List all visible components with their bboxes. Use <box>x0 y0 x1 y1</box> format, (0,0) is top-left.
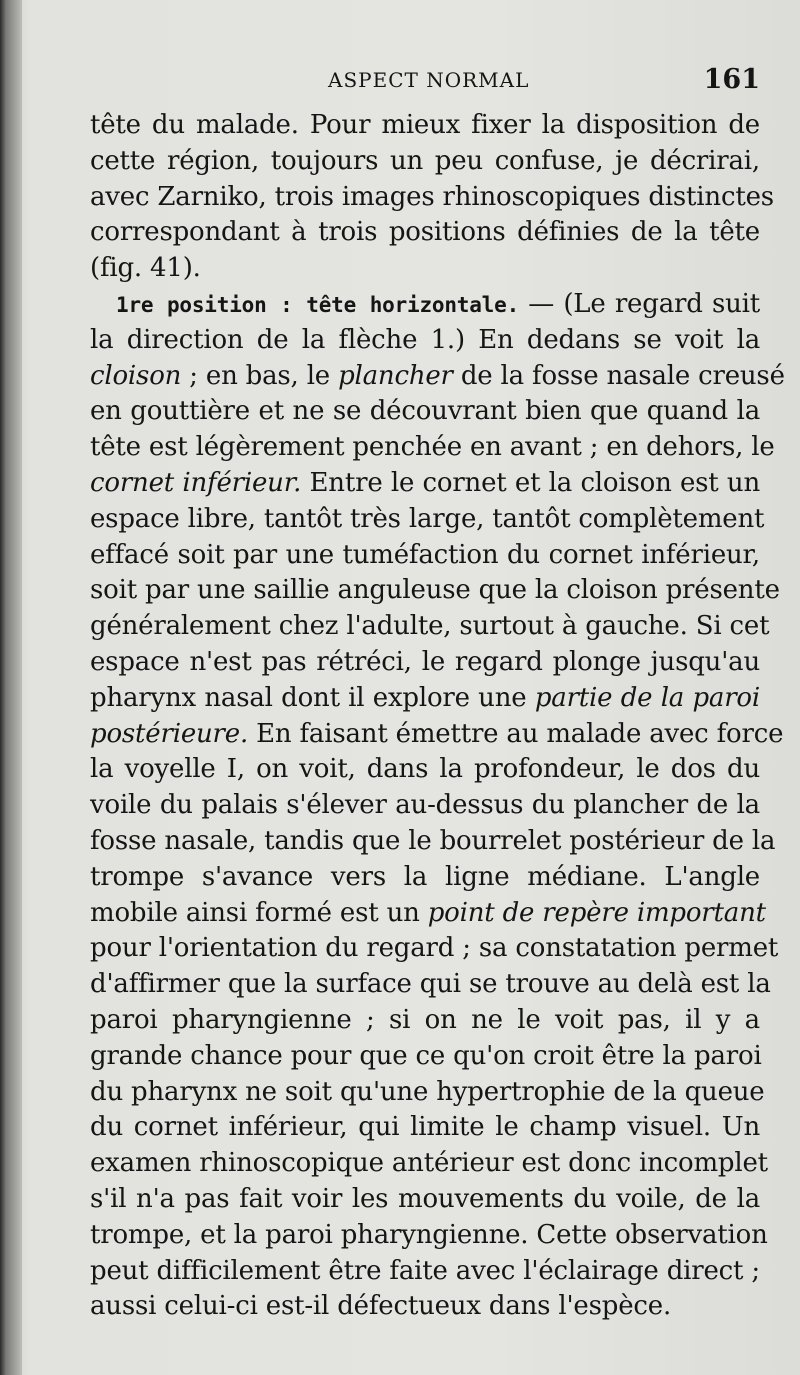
text-line <box>90 645 760 681</box>
text-run: — (Le regard suit <box>519 288 760 319</box>
text-line <box>90 931 779 967</box>
text-run: du pharynx ne soit qu'une hypertrophie de la queue <box>90 1076 765 1107</box>
text-run: ; en bas, le <box>181 360 339 391</box>
page-gutter-shadow <box>0 0 22 1375</box>
text-line <box>90 430 775 466</box>
text-line <box>90 896 766 932</box>
text-run: correspondant à trois positions définies de la tête <box>90 217 760 248</box>
text-line <box>90 1110 760 1146</box>
text-run: s'il n'a pas fait voir les mouvements du voile, de la <box>90 1183 760 1214</box>
text-run: peut difficilement être faite avec l'éclairage direct ; <box>90 1255 760 1286</box>
italic-term: cornet inférieur. <box>90 467 302 498</box>
section-heading: 1re position : tête horizontale. <box>116 292 520 317</box>
text-line <box>90 788 760 824</box>
text-run: effacé soit par une tuméfaction du cornet inférieur, <box>90 539 760 570</box>
page-header <box>90 64 760 98</box>
text-run: mobile ainsi formé est un <box>90 897 428 928</box>
body-text <box>90 108 785 1325</box>
text-run: pour l'orientation du regard ; sa constatation permet <box>90 933 779 964</box>
text-line <box>90 323 760 359</box>
text-run: aussi celui-ci est-il défectueux dans l'espèce. <box>90 1291 672 1322</box>
text-line <box>90 215 760 251</box>
text-line <box>90 1289 760 1325</box>
italic-term: partie de la paroi <box>534 682 760 713</box>
text-line <box>90 466 760 502</box>
text-run: pharynx nasal dont il explore une <box>90 682 535 713</box>
text-run: examen rhinoscopique antérieur est donc incomplet <box>90 1148 768 1179</box>
text-line <box>90 1075 765 1111</box>
text-run: en gouttière et ne se découvrant bien que quand la <box>90 396 760 427</box>
text-line <box>90 394 760 430</box>
text-line <box>90 180 774 216</box>
text-run: trompe, et la paroi pharyngienne. Cette observation <box>90 1219 768 1250</box>
text-line <box>90 609 770 645</box>
italic-term: plancher <box>338 360 453 391</box>
text-line <box>90 573 780 609</box>
text-line <box>90 538 760 574</box>
text-line <box>90 824 776 860</box>
text-run: de la fosse nasale creusé <box>452 360 785 391</box>
text-line <box>90 1039 760 1075</box>
text-line <box>90 717 784 753</box>
text-line <box>90 108 760 144</box>
text-run: généralement chez l'adulte, surtout à gauche. Si cet <box>90 611 770 642</box>
italic-term: postérieure. <box>90 718 249 749</box>
text-line <box>90 287 760 323</box>
text-line <box>90 1254 760 1290</box>
text-run: la voyelle I, on voit, dans la profondeur, le dos du <box>90 754 760 785</box>
text-run: d'affirmer que la surface qui se trouve au delà est la <box>90 969 771 1000</box>
text-run: espace n'est pas rétréci, le regard plonge jusqu'au <box>90 646 760 677</box>
text-line <box>90 1218 768 1254</box>
text-line <box>90 1182 760 1218</box>
text-run: Entre le cornet et la cloison est un <box>301 467 761 498</box>
text-run: En faisant émettre au malade avec force <box>248 718 784 749</box>
text-run: (fig. 41). <box>90 253 201 284</box>
text-line <box>90 681 760 717</box>
running-head: ASPECT NORMAL <box>328 68 530 92</box>
text-line <box>90 359 785 395</box>
text-line <box>90 144 760 180</box>
text-line <box>90 967 771 1003</box>
italic-term: point de repère important <box>427 897 766 928</box>
text-run: espace libre, tantôt très large, tantôt complètement <box>90 503 765 534</box>
text-run: tête est légèrement penchée en avant ; en dehors, le <box>90 432 775 463</box>
text-line <box>90 502 765 538</box>
text-run: voile du palais s'élever au-dessus du plancher de la <box>90 790 760 821</box>
italic-term: cloison <box>90 360 182 391</box>
text-line <box>90 860 760 896</box>
text-line <box>90 1003 760 1039</box>
text-line <box>90 1146 768 1182</box>
text-run: grande chance pour que ce qu'on croit être la paroi <box>90 1040 762 1071</box>
text-run: fosse nasale, tandis que le bourrelet postérieur de la <box>90 825 776 856</box>
text-run: cette région, toujours un peu confuse, je décrirai, <box>90 145 760 176</box>
text-line <box>90 251 760 287</box>
text-run: trompe s'avance vers la ligne médiane. L'angle <box>90 861 760 892</box>
text-run: avec Zarniko, trois images rhinoscopiques distinctes <box>90 181 774 212</box>
text-run: tête du malade. Pour mieux fixer la disposition de <box>90 110 760 140</box>
text-run: la direction de la flèche 1.) En dedans se voit la <box>90 324 760 355</box>
text-run: du cornet inférieur, qui limite le champ visuel. Un <box>90 1112 760 1143</box>
text-run: paroi pharyngienne ; si on ne le voit pas, il y a <box>90 1004 760 1035</box>
page-number: 161 <box>703 64 760 95</box>
text-line <box>90 752 760 788</box>
text-run: soit par une saillie anguleuse que la cloison présente <box>90 575 780 606</box>
